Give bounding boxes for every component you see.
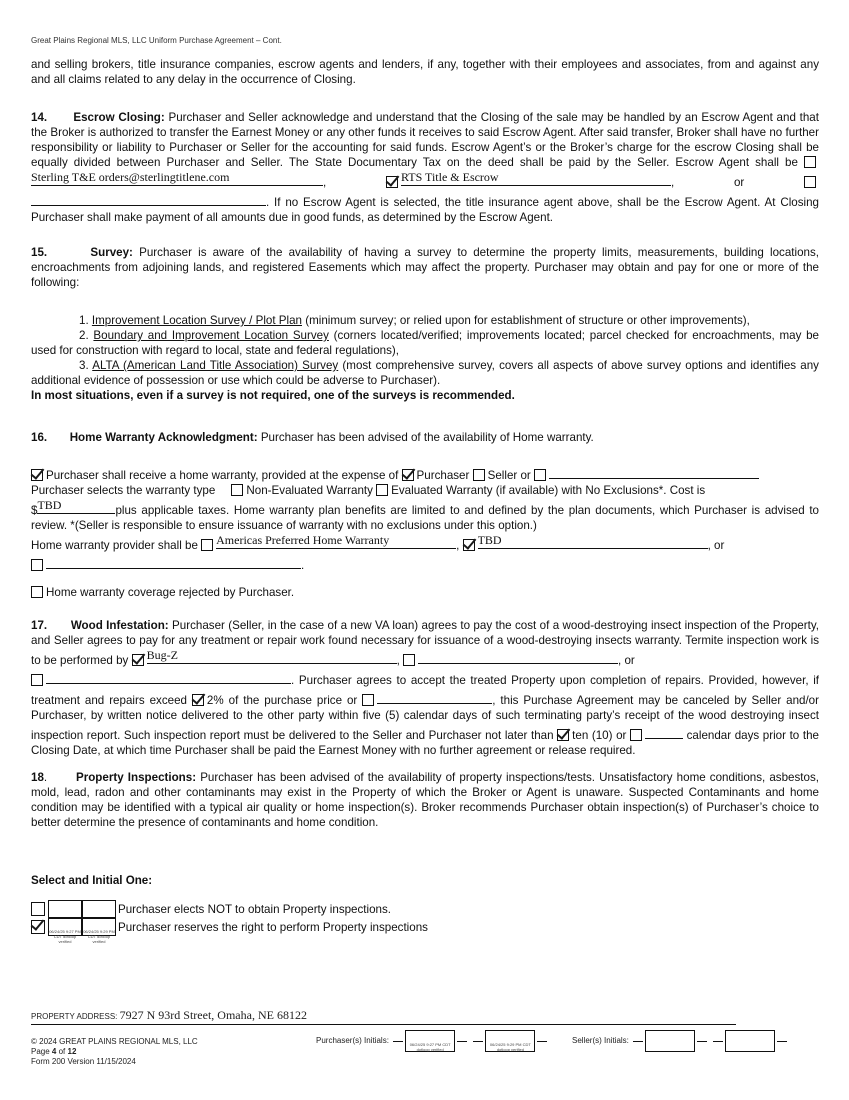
section-title: Wood Infestation:: [70, 619, 169, 632]
warranty-rejected-checkbox[interactable]: [31, 586, 43, 598]
inspection-option-1: Purchaser elects NOT to obtain Property inspections.: [31, 900, 391, 918]
warranty-cost-field[interactable]: TBD: [37, 498, 115, 514]
seller-initial-box-2[interactable]: [725, 1030, 775, 1052]
initial-box-1b[interactable]: [82, 900, 116, 918]
property-address: 7927 N 93rd Street, Omaha, NE 68122: [119, 1008, 307, 1022]
escrow-agent-2-checkbox[interactable]: [386, 176, 398, 188]
section-text: Purchaser and Seller acknowledge and understand that the Closing of the sale may be handled by an Escrow Agent and that the Broker is authorized to transfer the Earnest Money or any other funds it receives to said Escrow Agent. After said transfer, Broker shall have no further responsibility or liability to Purchaser or Seller for the accounting for said funds. Escrow Agent’s or the Broker’s charge for the escrow Closing shall be equally divided between Purchaser and Seller. The State Documentary Tax on the deed shall be paid by the Seller. Escrow Agent shall be: [31, 111, 819, 169]
survey-item-2: 2. Boundary and Improvement Location Survey (corners located/verified; improvements located; parcel checked for encroachments, may be used for construction with regard to local, state and federal regulations),: [31, 329, 820, 357]
inspector-3-field[interactable]: [46, 668, 291, 684]
ten-days-checkbox[interactable]: [557, 729, 569, 741]
section-number: 18: [31, 771, 44, 784]
select-initial-heading: Select and Initial One:: [31, 874, 153, 887]
other-expense-checkbox[interactable]: [534, 469, 546, 481]
purchaser-expense-checkbox[interactable]: [402, 469, 414, 481]
section-18: 18. Property Inspections: Purchaser has been advised of the availability of property inspections/tests. Unsatisfactory home conditions, asbestos, mold, lead, radon and other contaminants may exist in the Property of which the Broker or Agent is unaware. Suspected Contaminants and home condition may be identified with a typical air quality or home inspection(s). Broker recommends Purchaser obtain inspection(s) of Purchaser’s choice to better determine the presence of contaminants and home condition.: [31, 771, 819, 829]
section-title: Survey:: [90, 246, 133, 259]
survey-item-3: 3. ALTA (American Land Title Association) Survey (most comprehensive survey, covers all aspects of above survey options and identifies any additional evidence of possession or use which could be adverse to Purchaser).: [31, 359, 819, 387]
escrow-agent-3-field[interactable]: [31, 190, 266, 206]
section-number: 15.: [31, 246, 48, 259]
purchaser-initials: Purchaser(s) Initials: 06/24/25 9:27 PM CDT dotloop verified 06/24/25 9:29 PM CDT dotloop verified: [316, 1030, 549, 1052]
inspection-option-2: 06/24/25 9:27 PM CDT dotloop verified 06/24/25 9:29 PM CDT dotloop verified Purchaser reserves the right to perform Property inspections: [31, 918, 428, 936]
or-label: or: [733, 176, 745, 189]
amount-field[interactable]: [377, 688, 492, 704]
section-number: 14.: [31, 111, 48, 124]
amount-checkbox[interactable]: [362, 694, 374, 706]
no-inspection-checkbox[interactable]: [31, 902, 45, 916]
section-number: 16.: [31, 431, 48, 444]
purchaser-initial-box-1[interactable]: 06/24/25 9:27 PM CDT dotloop verified: [405, 1030, 455, 1052]
evaluated-warranty-checkbox[interactable]: [376, 484, 388, 496]
section-title: Home Warranty Acknowledgment:: [69, 431, 258, 444]
provider-1-checkbox[interactable]: [201, 539, 213, 551]
provider-3-checkbox[interactable]: [31, 559, 43, 571]
other-expense-field[interactable]: [549, 463, 759, 479]
seller-initials: Seller(s) Initials:: [572, 1030, 789, 1052]
inspector-2-field[interactable]: [418, 648, 618, 664]
section-number: 17.: [31, 619, 48, 632]
section-text: Purchaser has been advised of the availability of Home warranty.: [260, 431, 594, 444]
provider-3-field[interactable]: [46, 553, 301, 569]
initial-box-2a[interactable]: 06/24/25 9:27 PM CDT dotloop verified: [48, 918, 82, 936]
seller-expense-checkbox[interactable]: [473, 469, 485, 481]
property-address-row: PROPERTY ADDRESS: 7927 N 93rd Street, Omaha, NE 68122: [31, 1010, 736, 1025]
warranty-rejected-row: Home warranty coverage rejected by Purchaser.: [31, 585, 819, 600]
section-text-2: . If no Escrow Agent is selected, the title insurance agent above, shall be the Escrow Agent. At Closing Purchaser shall make payment of all amounts due in good funds, as determined by the Escrow Agent.: [31, 196, 819, 224]
inspector-1-field[interactable]: Bug-Z: [147, 648, 397, 664]
non-evaluated-warranty-checkbox[interactable]: [231, 484, 243, 496]
escrow-agent-1-checkbox[interactable]: [804, 156, 816, 168]
section-14: 14. Escrow Closing: Purchaser and Seller acknowledge and understand that the Closing of the sale may be handled by an Escrow Agent and that the Broker is authorized to transfer the Earnest Money or any other funds it receives to said Escrow Agent. After said transfer, Broker shall have no further responsibility or liability to Purchaser or Seller for the accounting for said funds. Escrow Agent’s or the Broker’s charge for the escrow Closing shall be equally divided between Purchaser and Seller. The State Documentary Tax on the deed shall be paid by the Seller. Escrow Agent shall be Sterling T&E orders@sterlingtitlene.com , RTS Title & Escrow , or . If no Escrow Agent is selected, the title insurance agent above, shall be the Escrow Agent. At Closing Purchaser shall make payment of all amounts due in good funds, as determined by the Escrow Agent.: [31, 111, 819, 224]
section-15: [31, 245, 819, 290]
inspector-2-checkbox[interactable]: [403, 654, 415, 666]
seller-initial-box-1[interactable]: [645, 1030, 695, 1052]
intro-paragraph: and selling brokers, title insurance companies, escrow agents and lenders, if any, together with their employees and associates, from and against any and all claims related to any delay in the occurrence of Closing.: [31, 58, 819, 86]
reserve-inspection-checkbox[interactable]: [31, 920, 45, 934]
provider-2-checkbox[interactable]: [463, 539, 475, 551]
inspector-3-checkbox[interactable]: [31, 674, 43, 686]
escrow-agent-1-field[interactable]: Sterling T&E orders@sterlingtitlene.com: [31, 170, 323, 186]
receive-warranty-checkbox[interactable]: [31, 469, 43, 481]
provider-1-field[interactable]: Americas Preferred Home Warranty: [216, 533, 456, 549]
page-number: Page 4 of 12: [31, 1047, 77, 1056]
section-title: Escrow Closing:: [73, 111, 165, 124]
survey-recommendation: In most situations, even if a survey is not required, one of the surveys is recommended.: [31, 389, 515, 402]
section-title: Property Inspections:: [75, 771, 197, 784]
survey-list: [31, 313, 819, 403]
inspector-1-checkbox[interactable]: [132, 654, 144, 666]
warranty-block: Purchaser shall receive a home warranty, provided at the expense of Purchaser Seller or Purchaser selects the warranty type Non-Evaluated Warranty Evaluated Warranty (if available) with No Exclusions*. Cost is $TBD plus applicable taxes. Home warranty plan benefits are limited to and defined by the plan documents, which Purchaser is advised to review. *(Seller is responsible to ensure issuance of warranty with no exclusions under this option.) Home warranty provider shall be Americas Preferred Home Warranty , TBD , or .: [31, 463, 819, 573]
survey-item-1: 1. Improvement Location Survey / Plot Plan (minimum survey; or relied upon for establishment of structure or other improvements),: [79, 314, 750, 327]
section-text: Purchaser is aware of the availability of having a survey to determine the property limits, measurements, building locations, encroachments from adjoining lands, and registered Easements which may affect the property. Purchaser may obtain and pay for one or more of the following:: [31, 246, 819, 289]
page-header: Great Plains Regional MLS, LLC Uniform Purchase Agreement – Cont.: [31, 36, 282, 45]
purchaser-initial-box-2[interactable]: 06/24/25 9:29 PM CDT dotloop verified: [485, 1030, 535, 1052]
footer-left: © 2024 GREAT PLAINS REGIONAL MLS, LLC Page 4 of 12 Form 200 Version 11/15/2024: [31, 1037, 198, 1066]
custom-days-checkbox[interactable]: [630, 729, 642, 741]
provider-2-field[interactable]: TBD: [478, 533, 708, 549]
initial-box-2b[interactable]: 06/24/25 9:29 PM CDT dotloop verified: [82, 918, 116, 936]
initial-box-1a[interactable]: [48, 900, 82, 918]
section-17: 17. Wood Infestation: Purchaser (Seller, in the case of a new VA loan) agrees to pay the cost of a wood-destroying insect inspection of the Property, and Seller agrees to pay for any treatment or repair work found necessary for issuance of a wood-destroying insects warranty. Termite inspection work is to be performed by Bug-Z , , or . Purchaser agrees to accept the treated Property upon completion of repairs. Provided, however, if treatment and repairs exceed 2% of the purchase price or , this Purchase Agreement may be canceled by Seller and/or Purchaser, by written notice delivered to the other party within five (5) calendar days of such terminating party’s receipt of the wood destroying insect inspection report. Such inspection report must be delivered to the Seller and Purchaser not later than ten (10) or calendar days prior to the Closing Date, at which time Purchaser shall be paid the Earnest Money with no further agreement or release required.: [31, 619, 819, 757]
escrow-agent-3-checkbox[interactable]: [804, 176, 816, 188]
escrow-agent-2-field[interactable]: RTS Title & Escrow: [401, 170, 671, 186]
section-16: [31, 430, 819, 445]
custom-days-field[interactable]: [645, 723, 683, 739]
percent-checkbox[interactable]: [192, 694, 204, 706]
